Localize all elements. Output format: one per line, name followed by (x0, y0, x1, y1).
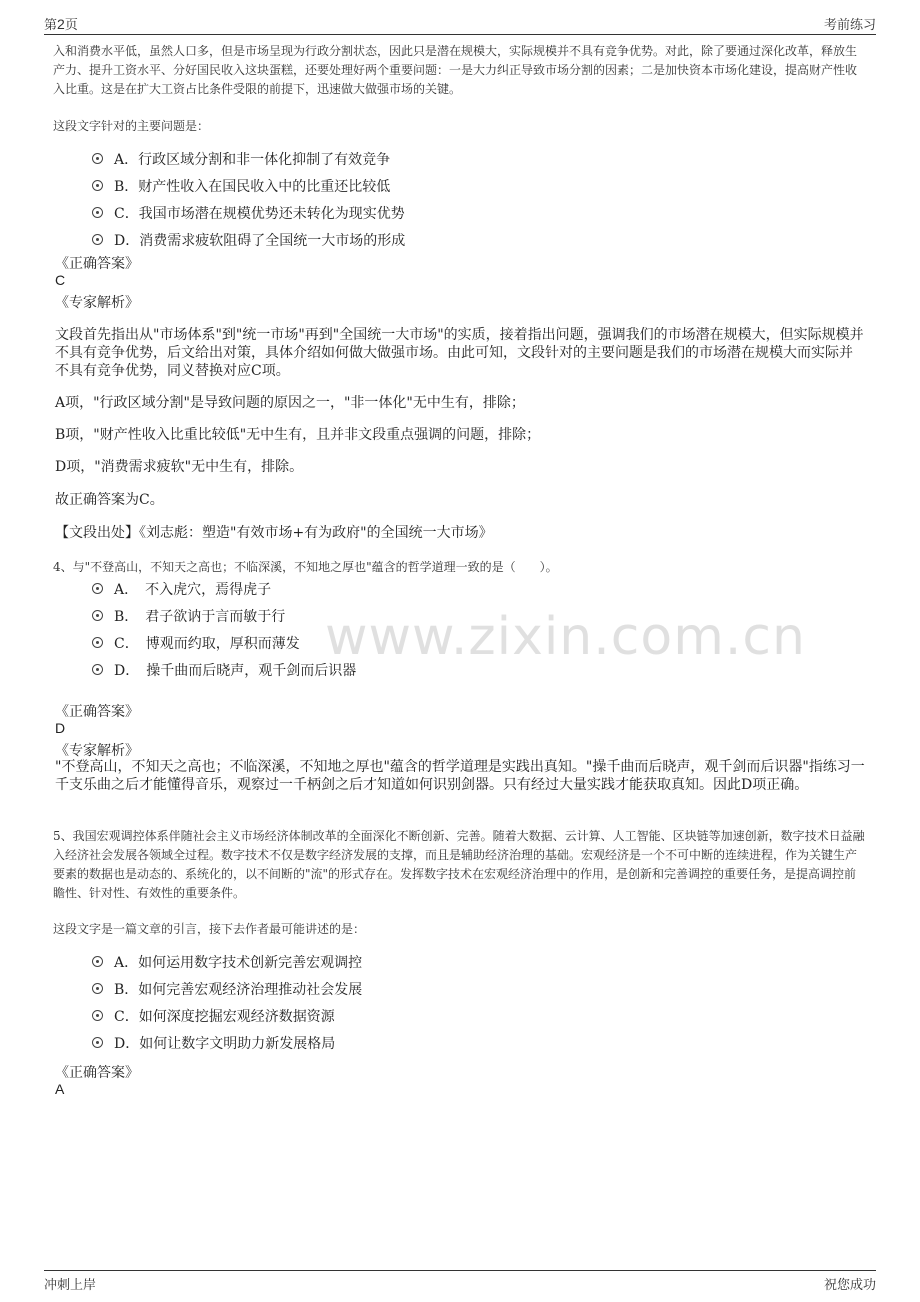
radio-icon[interactable] (92, 664, 103, 675)
q3-question: 这段文字针对的主要问题是： (53, 119, 210, 133)
q4-answer: D (55, 720, 66, 736)
radio-icon[interactable] (92, 153, 103, 164)
radio-icon[interactable] (92, 637, 103, 648)
q3-passage: 入和消费水平低，虽然人口多，但是市场呈现为行政分割状态，因此只是潜在规模大，实际规模并不具有竞争优势。对此，除了要通过深化改革，释放生产力、提升工资水平、分好国民收入这块蛋糕，还要处理好两个重要问题：一是大力纠正导致市场分割的因素；二是加快资本市场化建设，提高财产性收入比重。这是在扩大工资占比条件受限的前提下，迅速做大做强市场的关键。 (53, 44, 858, 96)
radio-icon[interactable] (92, 1010, 103, 1021)
q5-question: 这段文字是一篇文章的引言，接下去作者最可能讲述的是： (53, 922, 366, 936)
q4-analysis-label: 《专家解析》 (55, 743, 139, 759)
header-title: 考前练习 (823, 18, 876, 33)
page-number: 第2页 (44, 16, 78, 33)
q5-passage: 5、我国宏观调控体系伴随社会主义市场经济体制改革的全面深化不断创新、完善。随着大数据、云计算、人工智能、区块链等加速创新，数字技术日益融入经济社会发展各领域全过程。数字技术不仅是数字经济发展的支撑，而且是辅助经济治理的基础。宏观经济是一个不可中断的连续进程，作为关键生产要素的数据也是动态的、系统化的，以不间断的"流"的形式存在。发挥数字技术在宏观经济治理中的作用，是创新和完善调控的重要任务，是提高调控前瞻性、针对性、有效性的重要条件。 (53, 829, 865, 900)
radio-icon[interactable] (92, 583, 103, 594)
page-footer (44, 1270, 876, 1293)
footer-left: 冲刺上岸 (44, 1278, 97, 1293)
radio-icon[interactable] (92, 1037, 103, 1048)
radio-icon[interactable] (92, 956, 103, 967)
radio-icon[interactable] (92, 207, 103, 218)
page-header (44, 12, 876, 35)
q3-answer-label: 《正确答案》 (55, 256, 139, 272)
watermark: www.zixin.com.cn (325, 607, 806, 667)
footer-right: 祝您成功 (823, 1278, 876, 1293)
q3-source: 【文段出处】《刘志彪：塑造"有效市场+有为政府"的全国统一大市场》 (55, 525, 493, 541)
q4-question: 4、与"不登高山，不知天之高也；不临深溪，不知地之厚也"蕴含的哲学道理一致的是（ ）。 (53, 560, 558, 574)
radio-icon[interactable] (92, 180, 103, 191)
q5-answer-label: 《正确答案》 (55, 1065, 139, 1081)
q3-analysis-b: B项，"财产性收入比重比较低"无中生有，且并非文段重点强调的问题，排除； (55, 427, 541, 443)
q4-answer-label: 《正确答案》 (55, 704, 139, 720)
q3-answer: C (55, 272, 66, 288)
radio-icon[interactable] (92, 610, 103, 621)
q5-answer: A (55, 1081, 65, 1097)
q3-analysis-label: 《专家解析》 (55, 295, 139, 311)
q3-analysis-d: D项，"消费需求疲软"无中生有，排除。 (55, 459, 304, 475)
q3-analysis-paragraph: 文段首先指出从"市场体系"到"统一市场"再到"全国统一大市场"的实质，接着指出问题，强调我们的市场潜在规模大，但实际规模并不具有竞争优势，后文给出对策，具体介绍如何做大做强市场。由此可知，文段针对的主要问题是我们的市场潜在规模大而实际并不具有竞争优势，同义替换对应C项。 (55, 327, 864, 379)
q4-analysis: "不登高山，不知天之高也；不临深溪，不知地之厚也"蕴含的哲学道理是实践出真知。"操千曲而后晓声，观千剑而后识器"指练习一千支乐曲之后才能懂得音乐，观察过一千柄剑之后才知道如何识别剑器。只有经过大量实践才能获取真知。因此D项正确。 (55, 759, 865, 793)
q3-analysis-a: A项，"行政区域分割"是导致问题的原因之一，"非一体化"无中生有，排除； (55, 395, 525, 411)
q3-analysis-conclusion: 故正确答案为C。 (55, 492, 164, 508)
radio-icon[interactable] (92, 234, 103, 245)
radio-icon[interactable] (92, 983, 103, 994)
